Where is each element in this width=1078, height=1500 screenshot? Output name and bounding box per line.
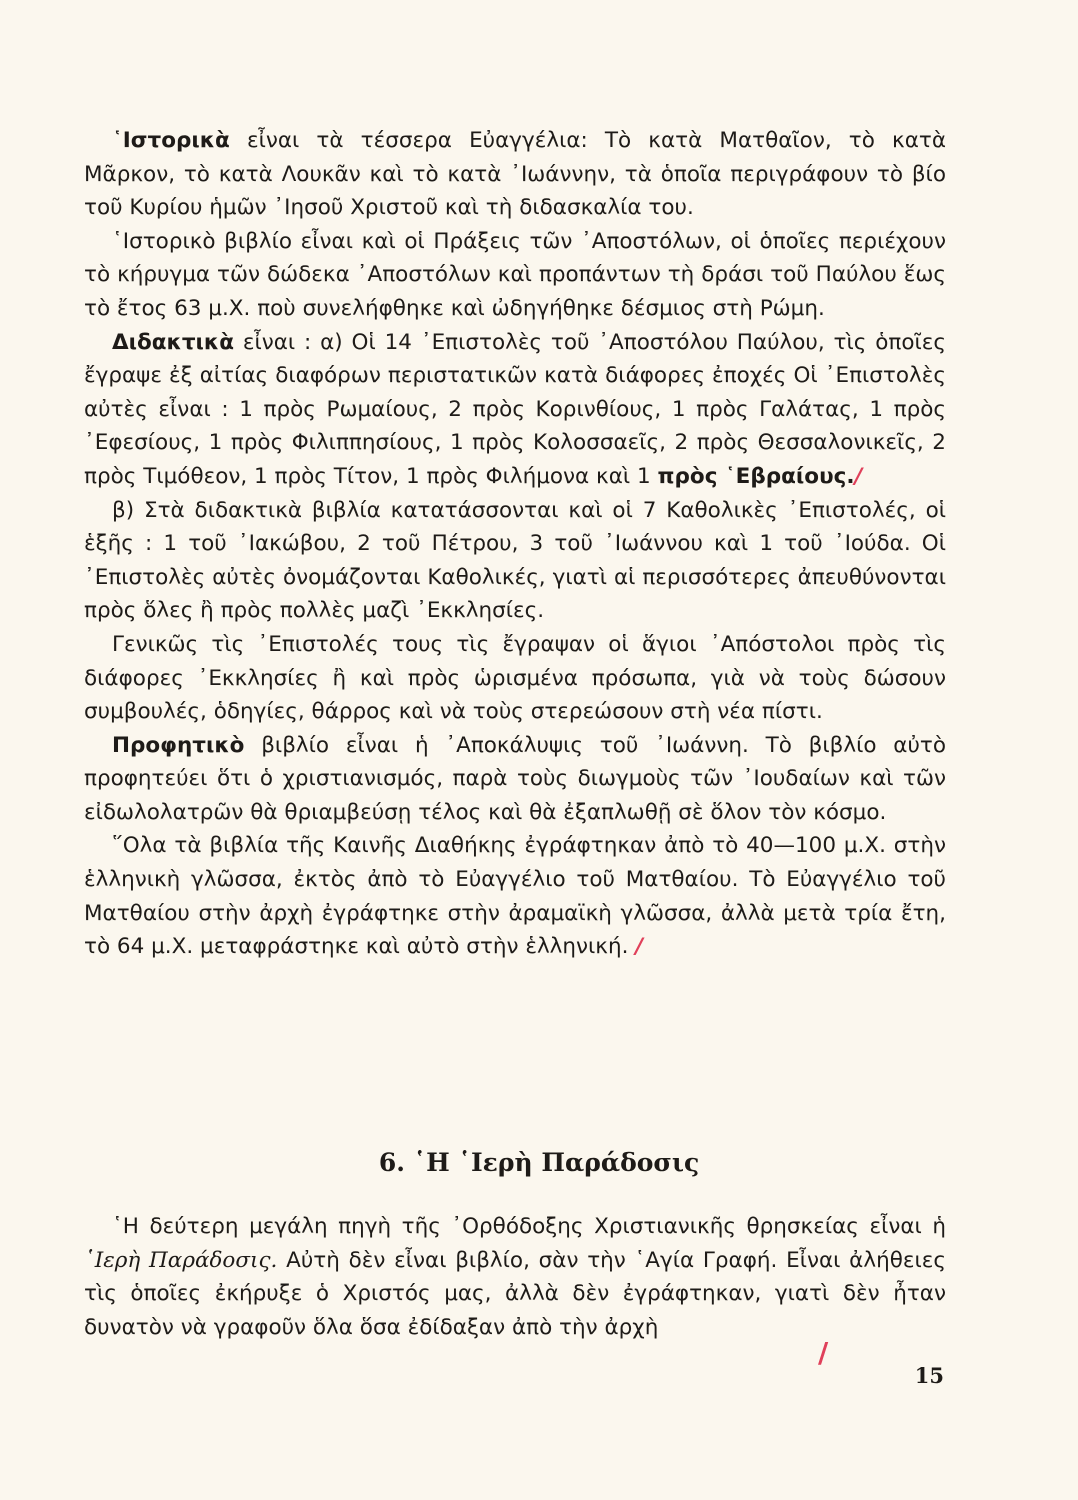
- historical-text: εἶναι τὰ τέσσερα Εὐαγγέλια: Τὸ κατὰ Ματθαῖον, τὸ κατὰ Μᾶρκον, τὸ κατὰ Λουκᾶν καὶ τὸ κατὰ ᾿Ιωάννην, τὰ ὁποῖα περιγράφουν τὸ βίο τοῦ Κυρίου ἡμῶν ᾿Ιησοῦ Χριστοῦ καὶ τὴ διδασκαλία του.: [84, 128, 946, 221]
- historical-books-paragraph: [84, 124, 946, 225]
- didactic-text: εἶναι : α) Οἱ 14 ᾿Επιστολὲς τοῦ ᾿Αποστόλου Παύλου, τὶς ὁποῖες ἔγραψε ἐξ αἰτίας διαφόρων περιστατικῶν κατὰ διάφορες ἐποχές Οἱ ᾿Επιστολὲς αὐτὲς εἶναι : 1 πρὸς Ρωμαίους, 2 πρὸς Κορινθίους, 1 πρὸς Γαλάτας, 1 πρὸς ᾿Εφεσίους, 1 πρὸς Φιλιππησίους, 1 πρὸς Κολοσσαεῖς, 2 πρὸς Θεσσαλονικεῖς, 2 πρὸς Τιμόθεον, 1 πρὸς Τίτον, 1 πρὸς Φιλήμονα καὶ 1: [84, 329, 946, 489]
- prophetic-text: βιβλίο εἶναι ἡ ᾿Αποκάλυψις τοῦ ᾿Ιωάννη. Τὸ βιβλίο αὐτὸ προφητεύει ὅτι ὁ χριστιανισμός, παρὰ τοὺς διωγμοὺς τῶν ᾿Ιουδαίων καὶ τῶν εἰδωλολατρῶν θὰ θριαμβεύσῃ τέλος καὶ θὰ ἐξαπλωθῇ σὲ ὅλον τὸν κόσμο.: [84, 732, 946, 825]
- proofreading-mark: /: [854, 463, 863, 489]
- tradition-text-start: ῾Η δεύτερη μεγάλη πηγὴ τῆς ᾿Ορθόδοξης Χριστιανικῆς θρησκείας εἶναι ἡ: [112, 1214, 946, 1239]
- epistles-general-paragraph: Γενικῶς τὶς ᾿Επιστολές τους τὶς ἔγραψαν οἱ ἅγιοι ᾿Απόστολοι πρὸς τὶς διάφορες ᾿Εκκλησίες ἢ καὶ πρὸς ὡρισμένα πρόσωπα, γιὰ νὰ τοὺς δώσουν συμβουλές, ὁδηγίες, θάρρος καὶ νὰ τοὺς στερεώσουν στὴ νέα πίστι.: [84, 631, 946, 725]
- prophetic-term: Προφητικὸ: [112, 732, 245, 758]
- catholic-epistles-paragraph: β) Στὰ διδακτικὰ βιβλία κατατάσσονται καὶ οἱ 7 Καθολικὲς ᾿Επιστολές, οἱ ἑξῆς : 1 τοῦ ᾿Ιακώβου, 2 τοῦ Πέτρου, 3 τοῦ ᾿Ιωάννου καὶ 1 τοῦ ᾿Ιούδα. Οἱ ᾿Επιστολὲς αὐτὲς ὀνομάζονται Καθολικές, γιατὶ αἱ περισσότερες ἀπευθύνονται πρὸς ὅλες ἢ πρὸς πολλὲς μαζὶ ᾿Εκκλησίες.: [84, 497, 946, 624]
- tradition-text-end: Αὐτὴ δὲν εἶναι βιβλίο, σὰν τὴν ῾Αγία Γραφή. Εἶναι ἀλήθειες τὶς ὁποῖες ἐκήρυξε ὁ Χριστός μας, ἀλλὰ δὲν ἐγράφτηκαν, γιατὶ δὲν ἦταν δυνατὸν νὰ γραφοῦν ὅλα ὅσα ἐδίδαξαν ἀπὸ τὴν ἀρχὴ: [84, 1247, 947, 1340]
- holy-tradition-term: ῾Ιερὴ Παράδοσις.: [84, 1247, 278, 1273]
- didactic-books-paragraph: [84, 326, 946, 494]
- section-heading: 6. ῾Η ῾Ιερὴ Παράδοσις: [378, 1148, 700, 1177]
- new-testament-books-section: [84, 124, 946, 964]
- proofreading-mark: /: [635, 934, 644, 960]
- acts-paragraph: ῾Ιστορικὸ βιβλίο εἶναι καὶ οἱ Πράξεις τῶν ᾿Αποστόλων, οἱ ὁποῖες περιέχουν τὸ κήρυγμα τῶν δώδεκα ᾿Αποστόλων καὶ προπάντων τὴ δράσι τοῦ Παύλου ἕως τὸ ἔτος 63 μ.Χ. ποὺ συνελήφθηκε καὶ ὠδηγήθηκε δέσμιος στὴ Ρώμη.: [84, 228, 946, 321]
- page-number: 15: [914, 1363, 944, 1388]
- didactic-term: Διδακτικὰ: [112, 329, 234, 355]
- tradition-paragraph: [84, 1210, 946, 1344]
- language-text: ῞Ολα τὰ βιβλία τῆς Καινῆς Διαθήκης ἐγράφτηκαν ἀπὸ τὸ 40—100 μ.Χ. στὴν ἑλληνικὴ γλῶσσα, ἐκτὸς ἀπὸ τὸ Εὐαγγέλιο τοῦ Ματθαίου. Τὸ Εὐαγγέλιο τοῦ Ματθαίου στὴν ἀρχὴ ἐγράφτηκε στὴν ἀραμαϊκὴ γλῶσσα, ἀλλὰ μετὰ τρία ἔτη, τὸ 64 μ.Χ. μεταφράστηκε καὶ αὐτὸ στὴν ἑλληνική.: [84, 833, 946, 960]
- proofreading-mark: /: [818, 1336, 829, 1369]
- historical-term: ῾Ιστορικὰ: [112, 128, 230, 153]
- prophetic-book-paragraph: [84, 729, 946, 830]
- language-paragraph: [84, 829, 946, 963]
- tradition-section: [84, 1210, 946, 1344]
- hebrews-term: πρὸς ῾Εβραίους.: [657, 463, 855, 489]
